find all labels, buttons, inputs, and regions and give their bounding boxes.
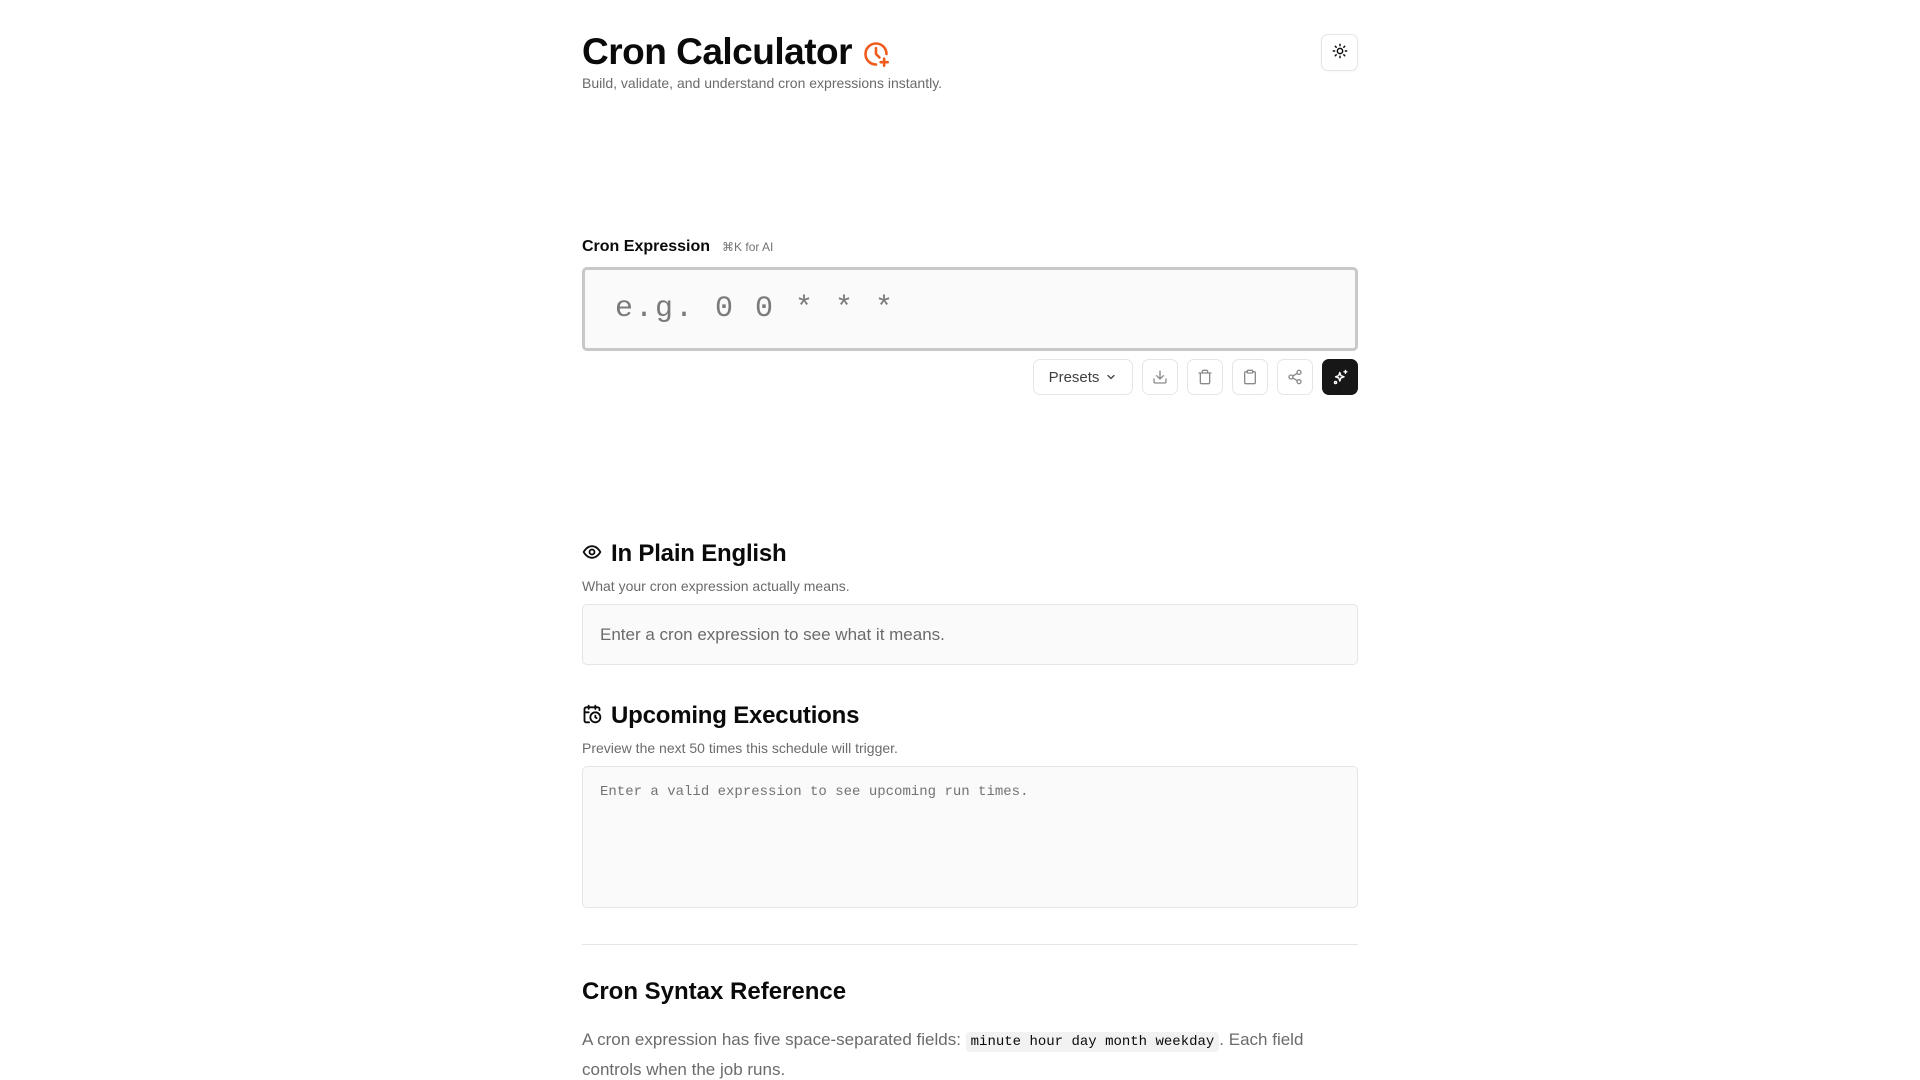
clock-plus-icon <box>862 40 890 68</box>
presets-label: Presets <box>1048 368 1100 386</box>
plain-english-output: Enter a cron expression to see what it means. <box>582 604 1358 665</box>
plain-english-subtitle: What your cron expression actually means. <box>582 578 850 594</box>
calendar-clock-icon <box>582 704 602 729</box>
expression-input-wrapper <box>582 267 1358 351</box>
clipboard-icon <box>1242 369 1258 385</box>
upcoming-executions-subtitle: Preview the next 50 times this schedule will trigger. <box>582 740 898 756</box>
page-header <box>582 30 1358 100</box>
section-divider <box>582 944 1358 945</box>
expression-label: Cron Expression <box>582 238 711 255</box>
syntax-intro-text-end: . Each field controls when the job runs. <box>582 1030 1304 1079</box>
plain-english-title: In Plain English <box>611 540 787 567</box>
upcoming-executions-list: Enter a valid expression to see upcoming run times. <box>582 766 1358 908</box>
upcoming-executions-section <box>582 700 1358 908</box>
page-subtitle: Build, validate, and understand cron expressions instantly. <box>582 75 943 91</box>
syntax-reference-intro <box>582 1026 1358 1080</box>
upcoming-executions-header <box>582 700 1358 732</box>
ai-assist-button[interactable] <box>1322 359 1358 395</box>
clear-button[interactable] <box>1187 359 1223 395</box>
plain-english-header <box>582 538 1358 570</box>
download-button[interactable] <box>1142 359 1178 395</box>
eye-icon <box>582 542 602 567</box>
syntax-reference-section <box>582 978 1358 1080</box>
sparkles-icon <box>1332 369 1349 386</box>
trash-icon <box>1197 369 1213 385</box>
expression-toolbar <box>582 359 1358 395</box>
upcoming-executions-title: Upcoming Executions <box>611 702 860 729</box>
ai-shortcut-hint: ⌘K for AI <box>722 240 774 254</box>
plain-english-section <box>582 538 1358 665</box>
cron-fields-code: minute hour day month weekday <box>966 1032 1220 1052</box>
chevron-down-icon <box>1105 371 1117 383</box>
presets-dropdown-button[interactable] <box>1033 359 1133 395</box>
syntax-reference-title: Cron Syntax Reference <box>582 978 847 1005</box>
share-button[interactable] <box>1277 359 1313 395</box>
syntax-intro-text: A cron expression has five space-separated fields: <box>582 1030 966 1049</box>
theme-toggle-button[interactable] <box>1321 34 1358 71</box>
copy-button[interactable] <box>1232 359 1268 395</box>
title-row <box>582 30 1358 74</box>
share-icon <box>1287 369 1303 385</box>
cron-expression-input[interactable] <box>615 292 1325 326</box>
sun-icon <box>1332 43 1348 62</box>
expression-label-row <box>582 238 1358 260</box>
page-title: Cron Calculator <box>582 31 853 72</box>
download-icon <box>1152 369 1168 385</box>
expression-section <box>582 238 1358 395</box>
